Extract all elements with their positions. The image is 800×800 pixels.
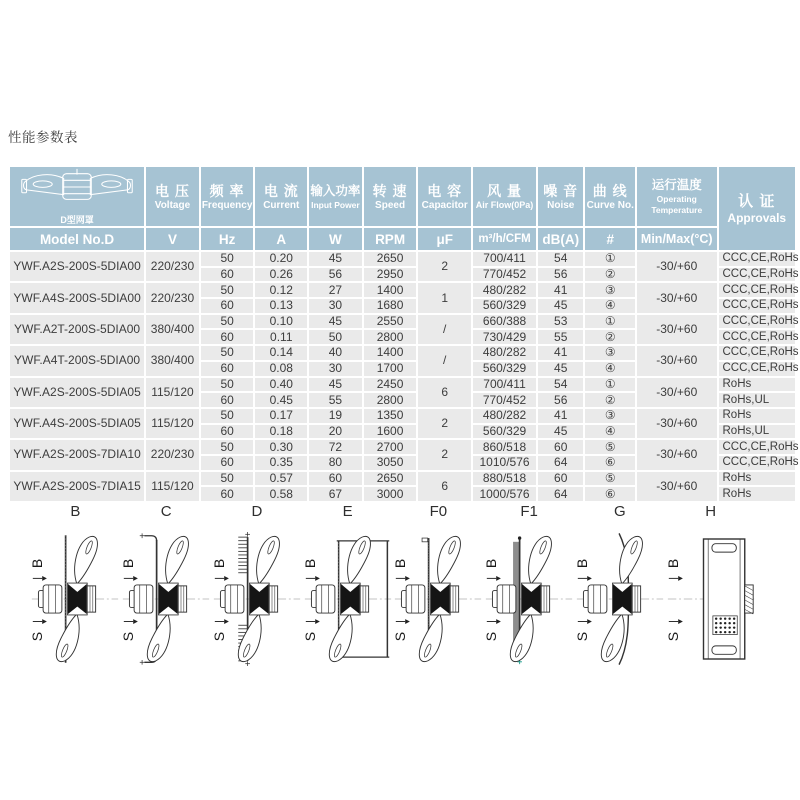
curve-cell: ④ — [584, 424, 636, 440]
unit-temperature: Min/Max(°C) — [636, 227, 717, 251]
current-cell: 0.12 — [254, 282, 308, 298]
table-row — [9, 408, 796, 424]
header-row — [9, 166, 796, 227]
diagram-cell — [30, 521, 121, 672]
diagram-type-label: C — [160, 503, 172, 520]
diagram-label-cell — [212, 503, 303, 521]
voltage-cell: 115/120 — [145, 377, 200, 408]
current-cell: 0.45 — [254, 392, 308, 408]
noise-cell: 41 — [537, 282, 584, 298]
curve-cell: ③ — [584, 345, 636, 361]
capacitor-cell: 2 — [417, 408, 472, 439]
noise-cell: 45 — [537, 424, 584, 440]
curve-cell: ② — [584, 392, 636, 408]
frequency-cell: 50 — [200, 408, 255, 424]
unit-curve: # — [584, 227, 636, 251]
table-row — [9, 377, 796, 393]
curve-cell: ① — [584, 251, 636, 267]
airflow-cell: 560/329 — [472, 361, 537, 377]
mounting-diagrams — [30, 503, 756, 672]
approvals-cell: RoHs — [718, 486, 797, 502]
power-cell: 40 — [308, 345, 363, 361]
approvals-cell: RoHs,UL — [718, 424, 797, 440]
capacitor-cell: 6 — [417, 377, 472, 408]
frequency-cell: 60 — [200, 298, 255, 314]
diagram-cell — [212, 521, 303, 672]
frequency-cell: 60 — [200, 455, 255, 471]
flow-label-top: B — [121, 558, 137, 569]
col-header-frequency: 频 率 Frequency — [200, 166, 255, 227]
diagram-cell — [665, 521, 756, 672]
unit-input-power: W — [308, 227, 363, 251]
noise-cell: 64 — [537, 455, 584, 471]
power-cell: 45 — [308, 314, 363, 330]
unit-voltage: V — [145, 227, 200, 251]
model-cell: YWF.A2S-200S-7DIA10 — [9, 439, 145, 470]
power-cell: 45 — [308, 377, 363, 393]
table-row — [9, 471, 796, 487]
voltage-cell: 220/230 — [145, 282, 200, 313]
noise-cell: 56 — [537, 267, 584, 283]
power-cell: 72 — [308, 439, 363, 455]
fan-mounting-diagram-B — [30, 531, 120, 667]
approvals-cell: CCC,CE,RoHs — [718, 282, 797, 298]
fan-mounting-diagram-H — [666, 531, 756, 667]
capacitor-cell: / — [417, 314, 472, 345]
unit-airflow: m³/h/CFM — [472, 227, 537, 251]
noise-cell: 53 — [537, 314, 584, 330]
col-header-capacitor: 电 容 Capacitor — [417, 166, 472, 227]
speed-cell: 2650 — [363, 471, 418, 487]
diagram-type-label: G — [614, 503, 626, 520]
curve-cell: ④ — [584, 298, 636, 314]
noise-cell: 41 — [537, 345, 584, 361]
power-cell: 67 — [308, 486, 363, 502]
airflow-cell: 480/282 — [472, 408, 537, 424]
airflow-cell: 560/329 — [472, 298, 537, 314]
curve-cell: ② — [584, 329, 636, 345]
speed-cell: 2800 — [363, 329, 418, 345]
col-header-current: 电 流 Current — [254, 166, 308, 227]
diagram-label-cell — [121, 503, 212, 521]
frequency-cell: 60 — [200, 486, 255, 502]
temperature-cell: -30/+60 — [636, 282, 717, 313]
noise-cell: 54 — [537, 377, 584, 393]
speed-cell: 3000 — [363, 486, 418, 502]
approvals-cell: CCC,CE,RoHs — [718, 329, 797, 345]
current-cell: 0.30 — [254, 439, 308, 455]
diagram-label-cell — [302, 503, 393, 521]
airflow-cell: 480/282 — [472, 282, 537, 298]
flow-label-bottom: S — [211, 631, 228, 642]
col-header-input-power: 输入功率 Input Power — [308, 166, 363, 227]
approvals-cell: RoHs — [718, 408, 797, 424]
corner-cell — [9, 166, 145, 227]
unit-capacitor: μF — [417, 227, 472, 251]
curve-cell: ③ — [584, 408, 636, 424]
voltage-cell: 115/120 — [145, 408, 200, 439]
approvals-cell: CCC,CE,RoHs — [718, 361, 797, 377]
curve-cell: ③ — [584, 282, 636, 298]
approvals-cell: CCC,CE,RoHs — [718, 251, 797, 267]
temperature-cell: -30/+60 — [636, 251, 717, 282]
noise-cell: 54 — [537, 251, 584, 267]
capacitor-cell: 1 — [417, 282, 472, 313]
model-cell: YWF.A4T-200S-5DIA00 — [9, 345, 145, 376]
airflow-cell: 880/518 — [472, 471, 537, 487]
flow-label-top: B — [393, 558, 409, 569]
noise-cell: 56 — [537, 392, 584, 408]
airflow-cell: 770/452 — [472, 392, 537, 408]
col-header-approvals: 认 证 Approvals — [718, 166, 797, 251]
current-cell: 0.40 — [254, 377, 308, 393]
airflow-cell: 1010/576 — [472, 455, 537, 471]
table-row — [9, 282, 796, 298]
speed-cell: 1680 — [363, 298, 418, 314]
speed-cell: 2700 — [363, 439, 418, 455]
voltage-cell: 380/400 — [145, 345, 200, 376]
diagram-label-cell — [575, 503, 666, 521]
col-header-noise: 噪 音 Noise — [537, 166, 584, 227]
diagram-type-label: E — [342, 503, 353, 520]
approvals-cell: CCC,CE,RoHs — [718, 314, 797, 330]
diagram-label-cell — [484, 503, 575, 521]
speed-cell: 1700 — [363, 361, 418, 377]
temperature-cell: -30/+60 — [636, 314, 717, 345]
speed-cell: 1400 — [363, 345, 418, 361]
voltage-cell: 115/120 — [145, 471, 200, 502]
noise-cell: 45 — [537, 298, 584, 314]
curve-cell: ⑤ — [584, 471, 636, 487]
current-cell: 0.11 — [254, 329, 308, 345]
model-cell: YWF.A2S-200S-7DIA15 — [9, 471, 145, 502]
current-cell: 0.18 — [254, 424, 308, 440]
fan-mounting-diagram-E — [303, 531, 393, 667]
curve-cell: ⑥ — [584, 486, 636, 502]
current-cell: 0.17 — [254, 408, 308, 424]
noise-cell: 41 — [537, 408, 584, 424]
fan-mounting-diagram-C — [121, 531, 211, 667]
power-cell: 50 — [308, 329, 363, 345]
diagram-label-row — [30, 503, 756, 521]
speed-cell: 1400 — [363, 282, 418, 298]
frequency-cell: 50 — [200, 345, 255, 361]
flow-label-top: B — [211, 558, 228, 569]
diagram-cell — [575, 521, 666, 672]
speed-cell: 2550 — [363, 314, 418, 330]
flow-label-bottom: S — [30, 631, 46, 642]
speed-cell: 3050 — [363, 455, 418, 471]
table-row — [9, 314, 796, 330]
diagram-label-cell — [30, 503, 121, 521]
flow-label-bottom: S — [665, 631, 681, 642]
frequency-cell: 60 — [200, 267, 255, 283]
frequency-cell: 60 — [200, 361, 255, 377]
table-row — [9, 439, 796, 455]
col-header-curve: 曲 线 Curve No. — [584, 166, 636, 227]
airflow-cell: 730/429 — [472, 329, 537, 345]
flow-label-top: B — [30, 558, 46, 569]
speed-cell: 2950 — [363, 267, 418, 283]
frequency-cell: 60 — [200, 424, 255, 440]
temperature-cell: -30/+60 — [636, 345, 717, 376]
current-cell: 0.08 — [254, 361, 308, 377]
approvals-cell: CCC,CE,RoHs — [718, 345, 797, 361]
table-row — [9, 251, 796, 267]
diagram-type-label: H — [705, 503, 717, 520]
temperature-cell: -30/+60 — [636, 408, 717, 439]
speed-cell: 1350 — [363, 408, 418, 424]
noise-cell: 55 — [537, 329, 584, 345]
col-header-speed: 转 速 Speed — [363, 166, 418, 227]
curve-cell: ② — [584, 267, 636, 283]
diagram-label-cell — [393, 503, 484, 521]
diagram-type-label: F0 — [429, 503, 448, 520]
power-cell: 30 — [308, 298, 363, 314]
current-cell: 0.20 — [254, 251, 308, 267]
flow-label-top: B — [665, 558, 681, 569]
unit-frequency: Hz — [200, 227, 255, 251]
airflow-cell: 860/518 — [472, 439, 537, 455]
power-cell: 56 — [308, 267, 363, 283]
fan-mounting-diagram-D — [212, 531, 302, 667]
speed-cell: 2450 — [363, 377, 418, 393]
noise-cell: 45 — [537, 361, 584, 377]
approvals-cell: CCC,CE,RoHs — [718, 455, 797, 471]
temperature-cell: -30/+60 — [636, 439, 717, 470]
col-header-voltage: 电 压 Voltage — [145, 166, 200, 227]
approvals-cell: RoHs — [718, 471, 797, 487]
diagram-figure-row — [30, 521, 756, 672]
frequency-cell: 50 — [200, 439, 255, 455]
power-cell: 20 — [308, 424, 363, 440]
fan-icon — [18, 167, 136, 207]
speed-cell: 2800 — [363, 392, 418, 408]
approvals-cell: RoHs — [718, 377, 797, 393]
approvals-cell: CCC,CE,RoHs — [718, 298, 797, 314]
noise-cell: 60 — [537, 471, 584, 487]
power-cell: 30 — [308, 361, 363, 377]
noise-cell: 60 — [537, 439, 584, 455]
airflow-cell: 560/329 — [472, 424, 537, 440]
curve-cell: ⑥ — [584, 455, 636, 471]
current-cell: 0.58 — [254, 486, 308, 502]
approvals-cell: CCC,CE,RoHs — [718, 267, 797, 283]
airflow-cell: 700/411 — [472, 377, 537, 393]
flow-label-top: B — [484, 558, 500, 569]
current-cell: 0.10 — [254, 314, 308, 330]
capacitor-cell: 2 — [417, 251, 472, 282]
power-cell: 27 — [308, 282, 363, 298]
model-cell: YWF.A2S-200S-5DIA00 — [9, 251, 145, 282]
curve-cell: ⑤ — [584, 439, 636, 455]
diagram-cell — [393, 521, 484, 672]
frequency-cell: 50 — [200, 377, 255, 393]
table-row — [9, 345, 796, 361]
voltage-cell: 220/230 — [145, 439, 200, 470]
flow-label-bottom: S — [121, 631, 137, 642]
unit-row — [9, 227, 796, 251]
diagram-cell — [302, 521, 393, 672]
model-cell: YWF.A4S-200S-5DIA05 — [9, 408, 145, 439]
current-cell: 0.57 — [254, 471, 308, 487]
approvals-cell: RoHs,UL — [718, 392, 797, 408]
col-header-airflow: 风 量 Air Flow(0Pa) — [472, 166, 537, 227]
frequency-cell: 50 — [200, 471, 255, 487]
model-cell: YWF.A4S-200S-5DIA00 — [9, 282, 145, 313]
curve-cell: ① — [584, 314, 636, 330]
fan-mounting-diagram-G — [575, 531, 665, 667]
fan-mounting-diagram-F0 — [393, 531, 483, 667]
capacitor-cell: 2 — [417, 439, 472, 470]
approvals-cell: CCC,CE,RoHs — [718, 439, 797, 455]
power-cell: 80 — [308, 455, 363, 471]
flow-label-bottom: S — [574, 631, 591, 642]
current-cell: 0.13 — [254, 298, 308, 314]
curve-cell: ① — [584, 377, 636, 393]
unit-noise: dB(A) — [537, 227, 584, 251]
curve-cell: ④ — [584, 361, 636, 377]
capacitor-cell: 6 — [417, 471, 472, 502]
current-cell: 0.14 — [254, 345, 308, 361]
flow-label-top: B — [302, 558, 318, 569]
current-cell: 0.35 — [254, 455, 308, 471]
speed-cell: 1600 — [363, 424, 418, 440]
frequency-cell: 50 — [200, 251, 255, 267]
diagram-type-label: B — [70, 503, 81, 520]
speed-cell: 2650 — [363, 251, 418, 267]
voltage-cell: 220/230 — [145, 251, 200, 282]
airflow-cell: 480/282 — [472, 345, 537, 361]
flow-label-bottom: S — [302, 631, 318, 642]
frequency-cell: 60 — [200, 392, 255, 408]
airflow-cell: 770/452 — [472, 267, 537, 283]
unit-current: A — [254, 227, 308, 251]
noise-cell: 64 — [537, 486, 584, 502]
capacitor-cell: / — [417, 345, 472, 376]
diagram-cell — [121, 521, 212, 672]
col-header-operating-temperature: 运行温度 Operating Temperature — [636, 166, 717, 227]
power-cell: 55 — [308, 392, 363, 408]
frequency-cell: 60 — [200, 329, 255, 345]
page-title: 性能参数表 — [8, 130, 78, 145]
airflow-cell: 1000/576 — [472, 486, 537, 502]
model-cell: YWF.A2S-200S-5DIA05 — [9, 377, 145, 408]
power-cell: 19 — [308, 408, 363, 424]
model-header-cell: Model No.D — [9, 227, 145, 251]
power-cell: 45 — [308, 251, 363, 267]
diagram-cell — [484, 521, 575, 672]
flow-label-bottom: S — [393, 631, 409, 642]
voltage-cell: 380/400 — [145, 314, 200, 345]
temperature-cell: -30/+60 — [636, 471, 717, 502]
frequency-cell: 50 — [200, 314, 255, 330]
airflow-cell: 660/388 — [472, 314, 537, 330]
diagram-type-label: F1 — [520, 503, 538, 520]
flow-label-bottom: S — [484, 631, 500, 642]
current-cell: 0.26 — [254, 267, 308, 283]
power-cell: 60 — [308, 471, 363, 487]
airflow-cell: 700/411 — [472, 251, 537, 267]
model-cell: YWF.A2T-200S-5DIA00 — [9, 314, 145, 345]
corner-caption: D型网罩 — [60, 215, 94, 225]
diagram-type-label: D — [251, 503, 263, 520]
temperature-cell: -30/+60 — [636, 377, 717, 408]
diagram-label-cell — [665, 503, 756, 521]
spec-table — [8, 165, 797, 503]
frequency-cell: 50 — [200, 282, 255, 298]
flow-label-top: B — [574, 558, 591, 569]
fan-mounting-diagram-F1 — [484, 531, 574, 667]
unit-speed: RPM — [363, 227, 418, 251]
